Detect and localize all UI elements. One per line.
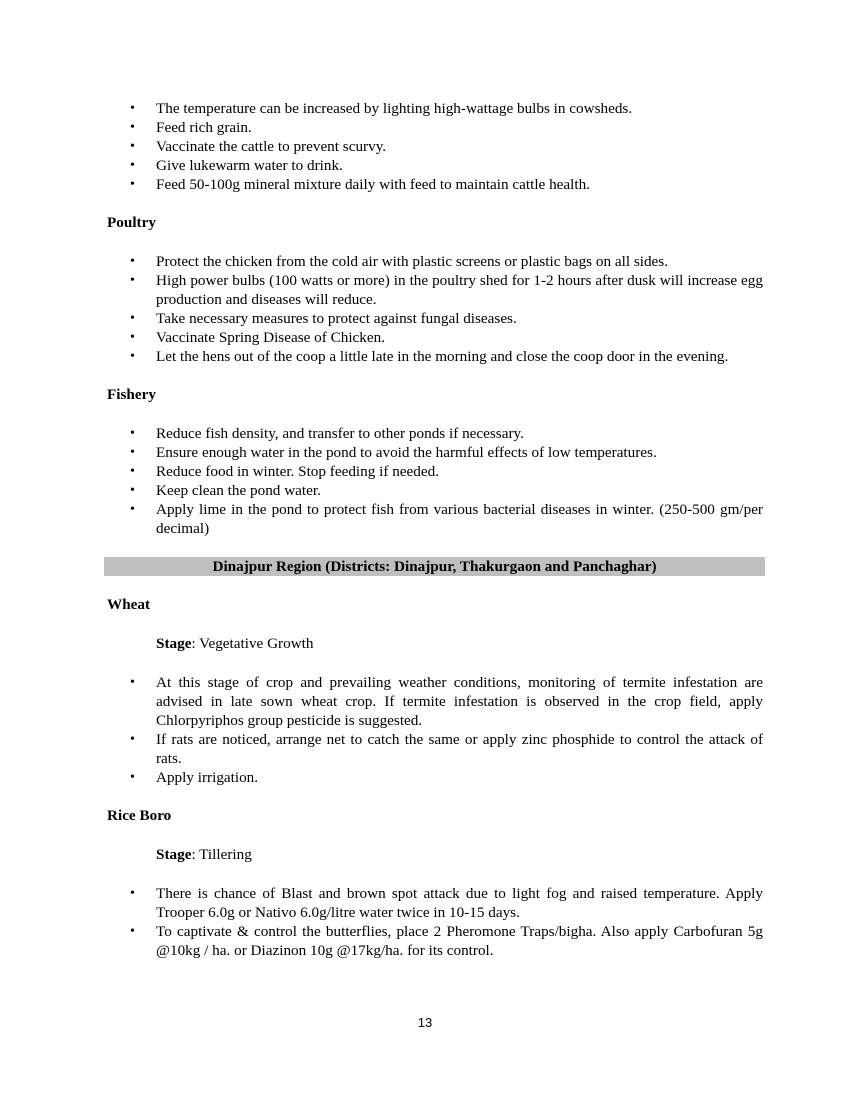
list-item: • Reduce food in winter. Stop feeding if needed.	[107, 462, 763, 481]
page-content	[107, 99, 763, 960]
list-item: • Let the hens out of the coop a little late in the morning and close the coop door in the evening.	[107, 347, 763, 366]
list-item: • Give lukewarm water to drink.	[107, 156, 763, 175]
section-heading-wheat: Wheat	[107, 596, 151, 613]
list-item: • Feed rich grain.	[107, 118, 763, 137]
cattle-bullet-list	[107, 99, 763, 194]
wheat-stage	[107, 634, 763, 653]
fishery-bullet-list	[107, 424, 763, 538]
list-item: • Apply irrigation.	[107, 768, 763, 787]
page-number: 13	[417, 1015, 433, 1030]
list-item: • If rats are noticed, arrange net to catch the same or apply zinc phosphide to control the attack of rats.	[107, 730, 763, 768]
list-item: • Take necessary measures to protect against fungal diseases.	[107, 309, 763, 328]
rice-boro-bullet-list	[107, 884, 763, 960]
list-item: • At this stage of crop and prevailing weather conditions, monitoring of termite infestation are advised in late sown wheat crop. If termite infestation is observed in the crop field, apply Chlorpyriphos group pesticide is suggested.	[107, 673, 763, 730]
list-item: • Vaccinate the cattle to prevent scurvy.	[107, 137, 763, 156]
list-item: • Ensure enough water in the pond to avoid the harmful effects of low temperatures.	[107, 443, 763, 462]
list-item: • To captivate & control the butterflies, place 2 Pheromone Traps/bigha. Also apply Carbofuran 5g @10kg / ha. or Diazinon 10g @17kg/ha. for its control.	[107, 922, 763, 960]
section-heading-rice-boro: Rice Boro	[107, 807, 172, 824]
stage-value: : Vegetative Growth	[191, 635, 314, 652]
stage-value: : Tillering	[191, 846, 252, 863]
stage-label: Stage	[156, 846, 192, 863]
region-banner: Dinajpur Region (Districts: Dinajpur, Thakurgaon and Panchaghar)	[104, 557, 765, 576]
rice-boro-stage	[107, 845, 763, 864]
list-item: • Apply lime in the pond to protect fish from various bacterial diseases in winter. (250-500 gm/per decimal)	[107, 500, 763, 538]
list-item: • There is chance of Blast and brown spot attack due to light fog and raised temperature. Apply Trooper 6.0g or Nativo 6.0g/litre water twice in 10-15 days.	[107, 884, 763, 922]
list-item: • The temperature can be increased by lighting high-wattage bulbs in cowsheds.	[107, 99, 763, 118]
list-item: • Feed 50-100g mineral mixture daily with feed to maintain cattle health.	[107, 175, 763, 194]
section-heading-fishery: Fishery	[107, 386, 156, 403]
stage-label: Stage	[156, 635, 192, 652]
list-item: • Vaccinate Spring Disease of Chicken.	[107, 328, 763, 347]
wheat-bullet-list	[107, 673, 763, 787]
poultry-bullet-list	[107, 252, 763, 366]
section-heading-poultry: Poultry	[107, 214, 156, 231]
list-item: • Protect the chicken from the cold air with plastic screens or plastic bags on all sides.	[107, 252, 763, 271]
list-item: • Keep clean the pond water.	[107, 481, 763, 500]
list-item: • High power bulbs (100 watts or more) in the poultry shed for 1-2 hours after dusk will increase egg production and diseases will reduce.	[107, 271, 763, 309]
list-item: • Reduce fish density, and transfer to other ponds if necessary.	[107, 424, 763, 443]
